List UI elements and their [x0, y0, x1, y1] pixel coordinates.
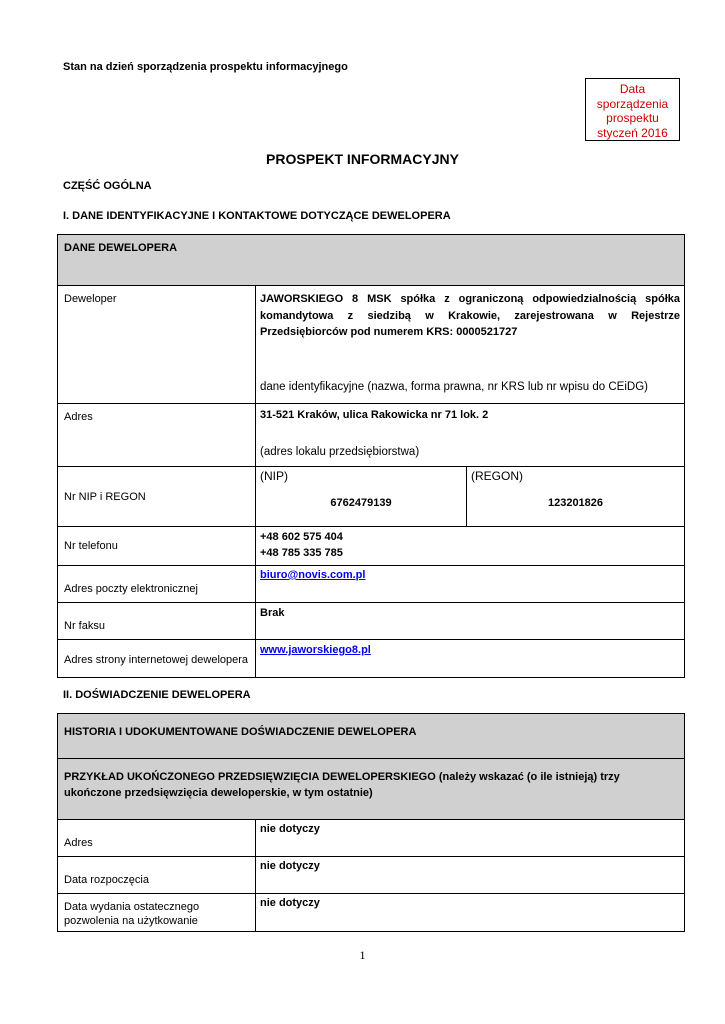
- example-project-header: [58, 758, 684, 819]
- developer-value: JAWORSKIEGO 8 MSK spółka z ograniczoną odpowiedzialnością spółka komandytowa z siedzibą w Krakowie, zarejestrowana w Rejestrze Przedsiębiorców pod numerem KRS: 0000521727: [260, 293, 680, 338]
- phone-value-cell: [256, 527, 684, 565]
- phone-label: Nr telefonu: [58, 527, 256, 565]
- project-start-value: nie dotyczy: [260, 860, 320, 872]
- email-row: [58, 565, 684, 602]
- address-note: (adres lokalu przedsiębiorstwa): [260, 446, 420, 458]
- website-label: Adres strony internetowej dewelopera: [58, 640, 256, 677]
- regon-value: 123201826: [547, 497, 604, 509]
- address-value-cell: [256, 404, 684, 466]
- website-value-cell: [256, 640, 684, 677]
- email-link[interactable]: biuro@novis.com.pl: [260, 569, 366, 581]
- date-box-line: sporządzenia: [596, 96, 669, 111]
- phone-number: +48 602 575 404: [260, 531, 343, 543]
- experience-table: [57, 713, 685, 932]
- phone-number: +48 785 335 785: [260, 547, 343, 559]
- section-1-heading: I. DANE IDENTYFIKACYJNE I KONTAKTOWE DOTYCZĄCE DEWELOPERA: [63, 210, 451, 222]
- project-permit-value: nie dotyczy: [260, 897, 320, 909]
- project-start-row: [58, 856, 684, 893]
- phone-row: [58, 526, 684, 565]
- nip-regon-row: [58, 466, 684, 526]
- email-label: Adres poczty elektronicznej: [58, 566, 256, 602]
- nip-caption: (NIP): [260, 469, 288, 483]
- example-project-header-note: (należy wskazać (o ile istnieją) trzy ukończone przedsięwzięcia deweloperskie, w tym ostatnie): [64, 771, 620, 799]
- preparation-date-box: [585, 78, 680, 141]
- experience-table-header-text: HISTORIA I UDOKUMENTOWANE DOŚWIADCZENIE DEWELOPERA: [64, 726, 417, 738]
- developer-table-header: [58, 235, 684, 285]
- developer-data-table: [57, 234, 685, 678]
- project-permit-row: [58, 893, 684, 931]
- developer-label: Deweloper: [58, 286, 256, 403]
- developer-value-cell: [256, 286, 684, 403]
- date-box-line: Data: [619, 82, 646, 96]
- nip-regon-label: Nr NIP i REGON: [58, 467, 256, 526]
- developer-table-header-text: DANE DEWELOPERA: [64, 242, 178, 254]
- address-label: Adres: [58, 404, 256, 466]
- nip-value: 6762479139: [330, 497, 392, 509]
- developer-note: dane identyfikacyjne (nazwa, forma prawna, nr KRS lub nr wpisu do CEiDG): [260, 381, 648, 393]
- project-permit-label: Data wydania ostatecznego pozwolenia na użytkowanie: [58, 894, 256, 931]
- experience-table-header: [58, 714, 684, 758]
- website-link[interactable]: www.jaworskiego8.pl: [260, 644, 371, 656]
- address-row: [58, 403, 684, 466]
- email-value-cell: [256, 566, 684, 602]
- regon-caption: (REGON): [471, 469, 523, 483]
- nip-cell: [256, 467, 467, 526]
- fax-row: [58, 602, 684, 639]
- date-box-line: prospektu: [606, 111, 659, 125]
- developer-row: [58, 285, 684, 403]
- regon-cell: [467, 467, 684, 526]
- project-address-label: Adres: [58, 820, 256, 856]
- project-address-row: [58, 819, 684, 856]
- document-title: PROSPEKT INFORMACYJNY: [266, 151, 459, 167]
- page-number: 1: [359, 948, 366, 962]
- project-start-label: Data rozpoczęcia: [58, 857, 256, 893]
- date-box-date: styczeń 2016: [597, 125, 668, 140]
- document-status-line: Stan na dzień sporządzenia prospektu informacyjnego: [63, 61, 348, 73]
- fax-label: Nr faksu: [58, 603, 256, 639]
- example-project-header-title: PRZYKŁAD UKOŃCZONEGO PRZEDSIĘWZIĘCIA DEWELOPERSKIEGO: [64, 771, 436, 783]
- address-value: 31-521 Kraków, ulica Rakowicka nr 71 lok. 2: [260, 409, 489, 421]
- website-row: [58, 639, 684, 677]
- part-title: CZĘŚĆ OGÓLNA: [63, 180, 152, 192]
- section-2-heading: II. DOŚWIADCZENIE DEWELOPERA: [63, 689, 251, 701]
- project-address-value: nie dotyczy: [260, 823, 320, 835]
- fax-value: Brak: [260, 607, 285, 619]
